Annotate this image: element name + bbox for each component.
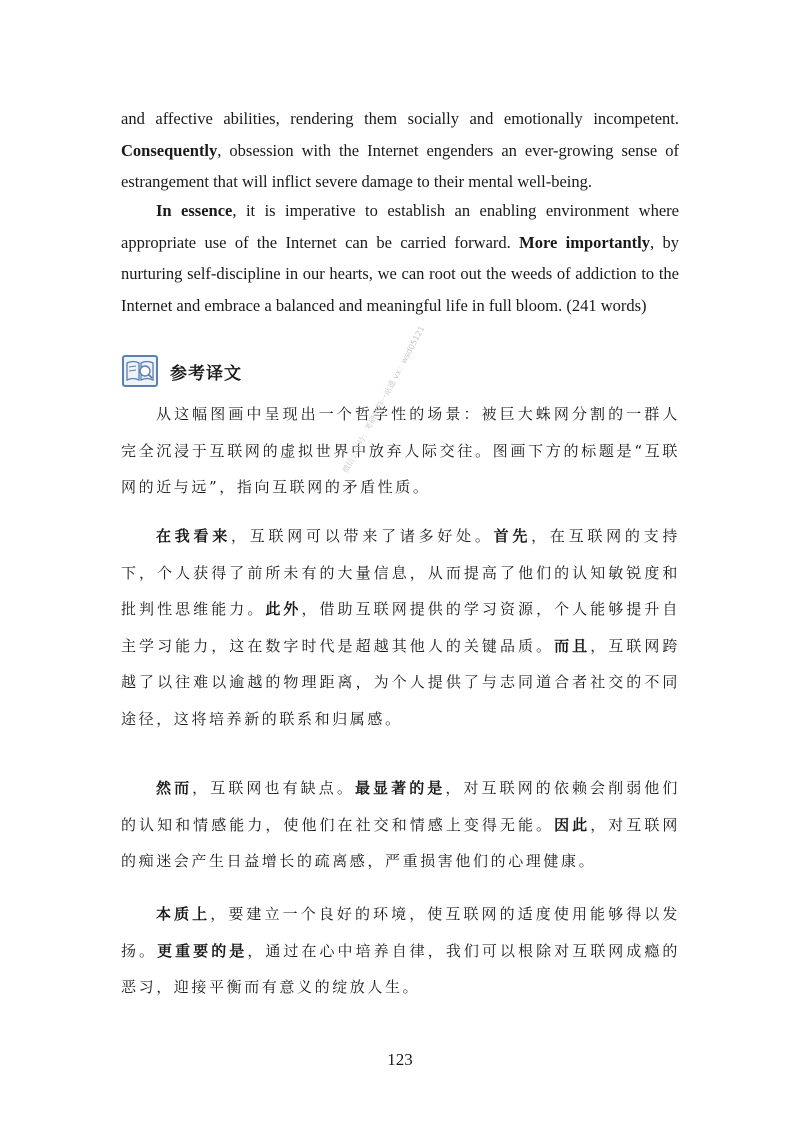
chinese-paragraph-1: 从这幅图画中呈现出一个哲学性的场景：被巨大蛛网分割的一群人完全沉浸于互联网的虚拟世界中放弃人际交往。图画下方的标题是“互联网的近与远”，指向互联网的矛盾性质。 [121, 405, 680, 496]
text-span: and affective abilities, rendering them socially and emotionally incompetent. [121, 109, 679, 128]
text-span: ，互联网跨越了以往难以逾越的物理距离，为个人提供了与志同道合者社交的不同途径，这将培养新的联系和归属感。 [121, 636, 680, 728]
bold-transition: 更重要的是 [157, 941, 248, 960]
section-title: 参考译文 [170, 363, 242, 384]
text-span: ，通过在心中培养自律，我们可以根除对互联网成瘾的恶习，迎接平衡而有意义的绽放人生。 [121, 941, 680, 996]
bold-transition: Consequently [121, 140, 218, 160]
bold-transition: 然而 [156, 779, 193, 797]
chinese-paragraph-4 [121, 896, 680, 1006]
text-span: , it is imperative to establish an enabling environment where appropriate use of the Internet can be carried forward. [121, 201, 679, 252]
bold-transition: 最显著的是 [354, 779, 446, 797]
text-span: ，在互联网的支持下，个人获得了前所未有的大量信息，从而提高了他们的认知敏锐度和批判性思维能力。 [121, 527, 681, 618]
text-span: ，要建立一个良好的环境，使互联网的适度使用能够得以发扬。 [121, 905, 680, 960]
chinese-paragraph-3 [121, 770, 680, 880]
text-span: , by nurturing self-discipline in our hearts, we can root out the weeds of addiction to the Internet and embrace a balanced and meaningful life in full bloom. (241 words) [121, 232, 679, 315]
bold-transition: 此外 [265, 600, 302, 618]
english-paragraph-1 [121, 103, 679, 198]
bold-transition: 在我看来 [156, 527, 232, 545]
bold-transition: More importantly [519, 232, 650, 252]
watermark: 微信公众号：考研资料一站通 vx：wsd05121 [340, 324, 427, 475]
chinese-paragraph-2 [121, 518, 680, 737]
page-number: 123 [387, 1050, 413, 1069]
section-heading [122, 352, 242, 390]
text-span: ，互联网也有缺点。 [192, 779, 355, 797]
text-span: ，对互联网的依赖会削弱他们的认知和情感能力，使他们在社交和情感上变得无能。 [121, 779, 680, 834]
bold-transition: In essence [156, 201, 233, 220]
text-span: ，对互联网的痴迷会产生日益增长的疏离感，严重损害他们的心理健康。 [121, 815, 680, 870]
bold-transition: 因此 [554, 815, 591, 834]
bold-transition: 而且 [554, 636, 591, 655]
bold-transition: 本质上 [156, 905, 211, 923]
text-span: ，借助互联网提供的学习资源，个人能够提升自主学习能力，这在数字时代是超越其他人的关键品质。 [121, 600, 680, 655]
english-paragraph-2 [121, 195, 679, 321]
book-magnifier-icon [122, 355, 158, 387]
text-span: ，互联网可以带来了诸多好处。 [231, 527, 494, 545]
bold-transition: 首先 [493, 527, 532, 545]
text-span: , obsession with the Internet engenders an ever-growing sense of estrangement that will inflict severe damage to their mental well-being. [121, 140, 679, 191]
